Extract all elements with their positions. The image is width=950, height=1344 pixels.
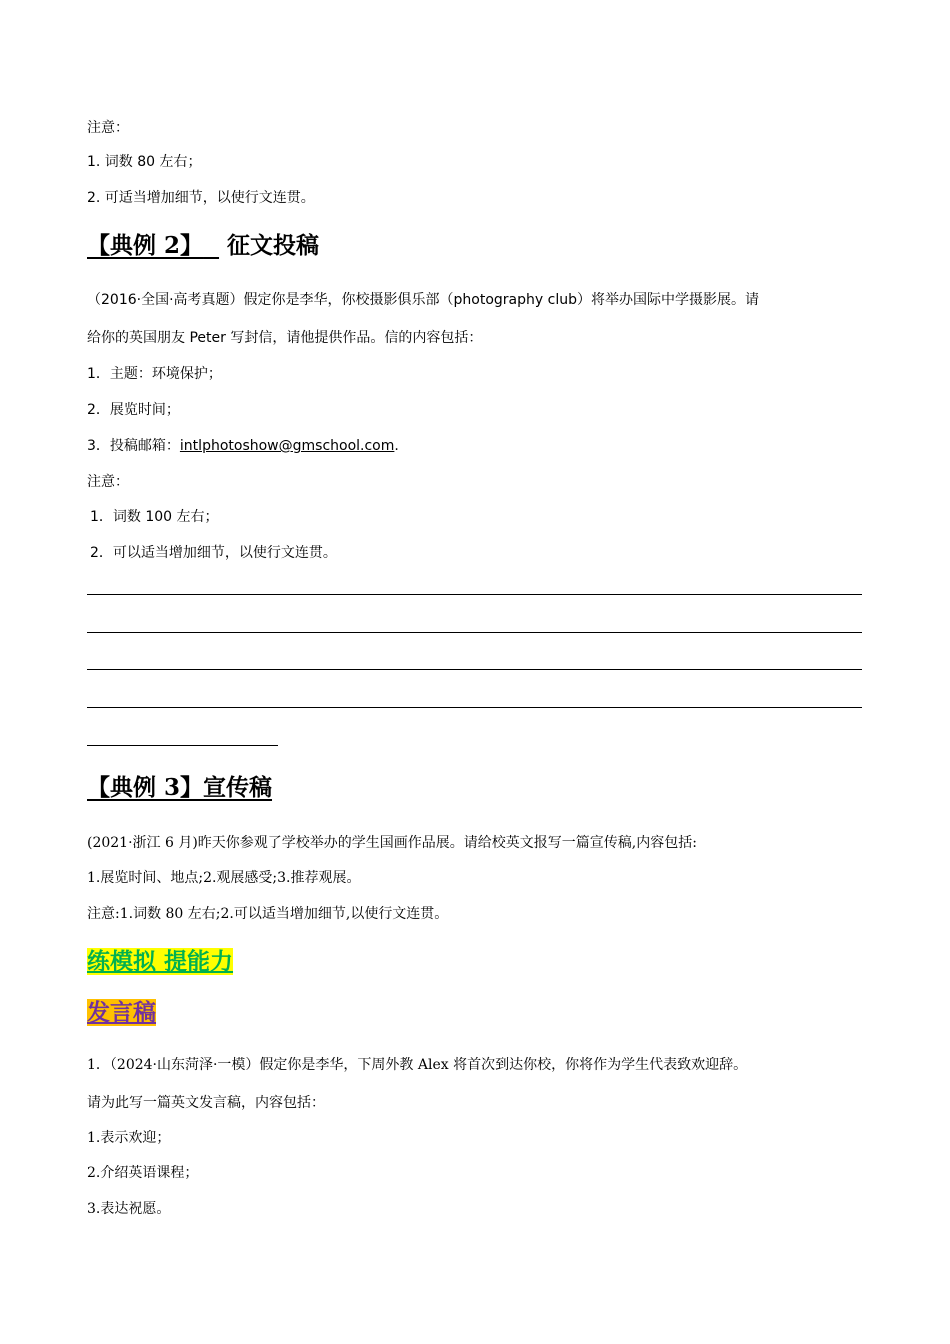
email-link[interactable]: intlphotoshow@gmschool.com	[179, 438, 395, 454]
answer-line	[87, 707, 862, 708]
example-2-note: 2．可以适当增加细节，以使行文连贯。	[90, 545, 337, 561]
question-1: 1．（2024·山东菏泽·一模）假定你是李华，下周外教 Alex 将首次到达你校，你将作为学生代表致欢迎辞。	[87, 1057, 748, 1073]
example-2-title-text: 征文投稿	[227, 232, 320, 259]
example-2-bracket: 【典例 2】	[87, 232, 204, 259]
note-item: 1. 词数 80 左右；	[87, 154, 202, 170]
example-3-title-text: 【典例 3】宣传稿	[87, 774, 273, 801]
note-item: 2. 可适当增加细节，以使行文连贯。	[87, 190, 315, 206]
example-2-point: 2．展览时间；	[87, 402, 180, 418]
intro-suffix: ）将举办国际中学摄影展。请	[576, 292, 759, 308]
notes-heading: 注意：	[87, 120, 129, 136]
example-2-intro	[87, 290, 759, 310]
example-2-note: 1．词数 100 左右；	[90, 509, 219, 525]
example-2-point: 1．主题：环境保护；	[87, 366, 222, 382]
question-1-line2: 请为此写一篇英文发言稿，内容包括：	[87, 1095, 325, 1111]
practice-title-highlight: 练模拟 提能力	[87, 948, 234, 975]
example-2-title	[87, 230, 319, 262]
example-3-title	[87, 772, 272, 804]
practice-subsection-title	[87, 997, 156, 1029]
answer-line	[87, 632, 862, 633]
intro-club: photography club	[453, 292, 577, 308]
example-2-intro-line2	[87, 328, 482, 348]
answer-line	[87, 594, 862, 595]
title-underline-gap	[203, 232, 219, 259]
example-3-line: 1.展览时间、地点;2.观展感受;3.推荐观展。	[87, 870, 361, 886]
example-3-line: (2021·浙江 6 月)昨天你参观了学校举办的学生国画作品展。请给校英文报写一篇宣传稿,内容包括:	[87, 835, 697, 851]
point-3-label: 3．投稿邮箱：	[87, 438, 180, 454]
example-3-line: 注意:1.词数 80 左右;2.可以适当增加细节,以使行文连贯。	[87, 906, 449, 922]
practice-section-title	[87, 946, 233, 978]
example-2-notes-heading: 注意：	[87, 474, 129, 490]
answer-line	[87, 745, 278, 746]
intro-line2-a: 给你的英国朋友	[87, 330, 185, 346]
question-1-item: 3.表达祝愿。	[87, 1201, 171, 1217]
question-1-item: 2.介绍英语课程；	[87, 1165, 199, 1181]
intro-line2-b: 写封信，请他提供作品。信的内容包括：	[230, 330, 483, 346]
question-1-item: 1.表示欢迎；	[87, 1130, 171, 1146]
point-3-end: .	[394, 438, 399, 454]
intro-name: Peter	[189, 330, 226, 346]
example-2-point-3	[87, 436, 399, 456]
answer-line	[87, 669, 862, 670]
subsection-highlight: 发言稿	[87, 999, 156, 1026]
intro-prefix: （2016·全国·高考真题）假定你是李华，你校摄影俱乐部（	[87, 292, 454, 308]
